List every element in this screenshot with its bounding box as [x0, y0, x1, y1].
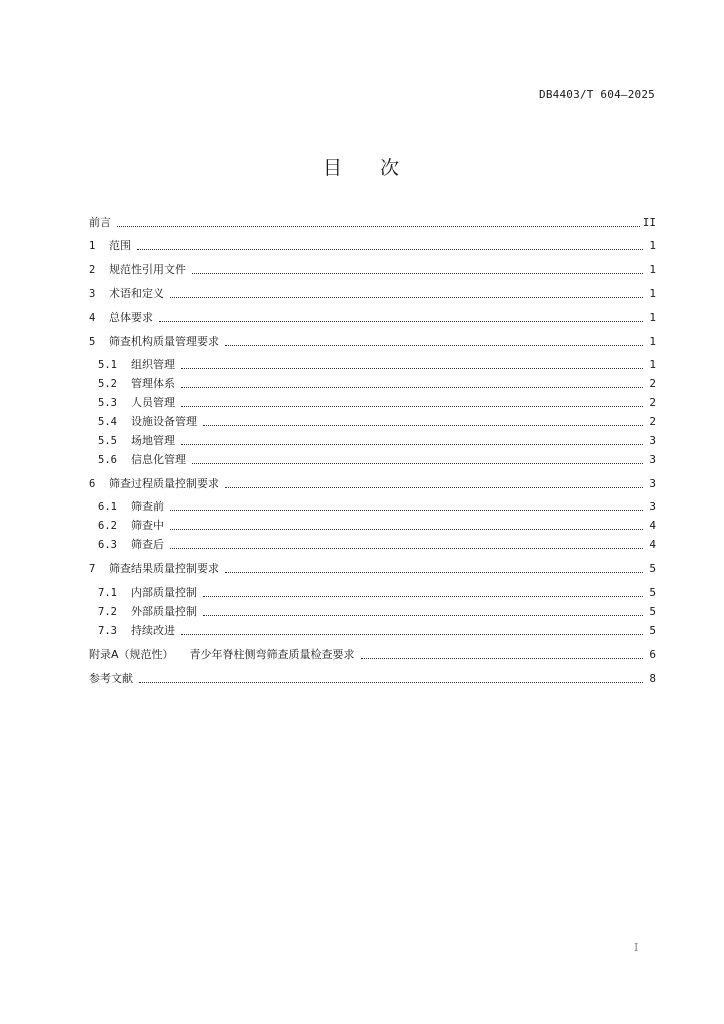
toc-entry-page: 2: [649, 377, 656, 390]
page-title: [0, 153, 724, 180]
toc-entry-number: 6: [89, 478, 96, 490]
toc-entry-label-text: 范围: [109, 239, 131, 252]
toc-entry-page: 5: [649, 562, 656, 575]
toc-entry[interactable]: [98, 431, 656, 451]
toc-entry-page: 5: [649, 586, 656, 599]
page-number: I: [634, 941, 639, 954]
toc-entry-number: 5: [89, 336, 96, 348]
toc-entry-label: [89, 213, 115, 233]
dot-leader: [181, 633, 643, 635]
dot-leader: [361, 657, 643, 659]
toc-entry-page: 3: [649, 477, 656, 490]
toc-entry-number: 3: [89, 288, 96, 300]
toc-entry-page: 1: [649, 287, 656, 300]
toc-entry-label-text: 筛查过程质量控制要求: [109, 477, 219, 490]
toc-entry-label-text: 术语和定义: [109, 287, 164, 300]
dot-leader: [170, 547, 643, 549]
toc-entry-label: [89, 669, 137, 689]
toc-entry-label: [131, 497, 168, 517]
toc-entry-page: 1: [649, 239, 656, 252]
dot-leader: [203, 614, 643, 616]
toc-entry-page: 4: [649, 519, 656, 532]
title-part-2: 次: [380, 157, 402, 179]
toc-entry-label-text: 筛查前: [131, 500, 164, 513]
toc-entry[interactable]: [98, 621, 656, 641]
dot-leader: [181, 405, 643, 407]
toc-entry-page: 1: [649, 263, 656, 276]
toc-entry-number: 2: [89, 264, 96, 276]
dot-leader: [170, 296, 643, 298]
toc-entry-label-subtitle: 青少年脊柱侧弯筛查质量检查要求: [189, 648, 355, 661]
toc-entry-label-text: 持续改进: [131, 624, 175, 637]
toc-entry-label: [109, 332, 223, 352]
toc-entry-page: 1: [649, 358, 656, 371]
toc-entry[interactable]: [89, 474, 656, 494]
toc-entry-label: [109, 559, 223, 579]
toc-entry-label: [131, 450, 190, 470]
toc-entry-label-text: 前言: [89, 216, 111, 229]
dot-leader: [192, 462, 643, 464]
toc-entry-label-text: 筛查中: [131, 519, 164, 532]
toc-entry-number: 7: [89, 563, 96, 575]
toc-entry-label-text: 规范性引用文件: [109, 263, 186, 276]
toc-entry-label-text: 参考文献: [89, 672, 133, 685]
toc-entry-label: [131, 583, 201, 603]
toc-entry[interactable]: [89, 236, 656, 256]
toc-entry[interactable]: [89, 284, 656, 304]
toc-entry-page: 2: [649, 415, 656, 428]
toc-entry-number: 7.1: [98, 587, 117, 599]
toc-entry-label-text: 信息化管理: [131, 453, 186, 466]
toc-entry-label-text: 附录A（规范性）: [89, 648, 174, 661]
toc-entry-number: 6.2: [98, 520, 117, 532]
toc-entry[interactable]: [89, 645, 656, 665]
toc-entry-label-text: 总体要求: [109, 311, 153, 324]
toc-entry-label: [131, 535, 168, 555]
toc-entry-number: 5.1: [98, 359, 117, 371]
toc-entry-label: [131, 412, 201, 432]
dot-leader: [192, 272, 643, 274]
dot-leader: [203, 595, 643, 597]
toc-entry-page: 1: [649, 311, 656, 324]
toc-entry[interactable]: [98, 497, 656, 517]
toc-entry-number: 5.5: [98, 435, 117, 447]
dot-leader: [181, 367, 643, 369]
toc-entry-label: [109, 236, 135, 256]
toc-entry-number: 5.3: [98, 397, 117, 409]
toc-entry-number: 4: [89, 312, 96, 324]
toc-entry-page: II: [642, 216, 656, 229]
toc-entry[interactable]: [89, 332, 656, 352]
toc-entry-number: 5.6: [98, 454, 117, 466]
toc-entry-page: 3: [649, 434, 656, 447]
toc-entry-page: 3: [649, 500, 656, 513]
toc-entry-page: 6: [649, 648, 656, 661]
toc-entry-number: 5.4: [98, 416, 117, 428]
toc-entry[interactable]: [89, 669, 656, 689]
dot-leader: [170, 509, 643, 511]
toc-entry-label: [131, 516, 168, 536]
toc-entry-label: [131, 431, 179, 451]
toc-entry[interactable]: [98, 602, 656, 622]
toc-entry-label: [109, 474, 223, 494]
dot-leader: [203, 424, 643, 426]
toc-entry-number: 1: [89, 240, 96, 252]
toc-entry-label-text: 组织管理: [131, 358, 175, 371]
toc-entry[interactable]: [98, 374, 656, 394]
dot-leader: [181, 443, 643, 445]
toc-entry-page: 8: [649, 672, 656, 685]
toc-entry-label: [131, 355, 179, 375]
toc-entry-label: [131, 621, 179, 641]
toc-entry-number: 7.2: [98, 606, 117, 618]
dot-leader: [139, 681, 643, 683]
toc-entry-number: 7.3: [98, 625, 117, 637]
toc-entry-page: 5: [649, 605, 656, 618]
dot-leader: [225, 344, 643, 346]
toc-entry-label: [131, 393, 179, 413]
dot-leader: [117, 225, 640, 227]
dot-leader: [225, 486, 643, 488]
toc-entry-page: 5: [649, 624, 656, 637]
toc-entry[interactable]: [98, 583, 656, 603]
toc-entry-page: 1: [649, 335, 656, 348]
toc-entry-label-text: 管理体系: [131, 377, 175, 390]
toc-entry-label-text: 筛查后: [131, 538, 164, 551]
toc-entry[interactable]: [98, 450, 656, 470]
toc-entry-label-text: 筛查机构质量管理要求: [109, 335, 219, 348]
toc-entry-label: [89, 645, 359, 665]
toc-entry-label: [131, 602, 201, 622]
toc-entry-number: 6.1: [98, 501, 117, 513]
toc-entry-page: 2: [649, 396, 656, 409]
toc-entry-label: [131, 374, 179, 394]
toc-entry[interactable]: [98, 535, 656, 555]
dot-leader: [170, 528, 643, 530]
title-part-1: 目: [322, 157, 344, 179]
toc-entry[interactable]: [89, 260, 656, 280]
toc-entry[interactable]: [89, 213, 656, 233]
toc-entry[interactable]: [98, 355, 656, 375]
toc-entry[interactable]: [98, 393, 656, 413]
toc-entry-label-text: 场地管理: [131, 434, 175, 447]
toc-entry-label: [109, 284, 168, 304]
toc-entry-page: 3: [649, 453, 656, 466]
dot-leader: [137, 248, 643, 250]
toc-entry-number: 6.3: [98, 539, 117, 551]
toc-entry[interactable]: [89, 308, 656, 328]
toc-entry-label-text: 人员管理: [131, 396, 175, 409]
toc-entry-label-text: 外部质量控制: [131, 605, 197, 618]
toc-entry-label: [109, 260, 190, 280]
toc-entry-label: [109, 308, 157, 328]
toc-entry[interactable]: [98, 516, 656, 536]
toc-entry-label-text: 设施设备管理: [131, 415, 197, 428]
dot-leader: [181, 386, 643, 388]
dot-leader: [225, 571, 643, 573]
dot-leader: [159, 320, 643, 322]
toc-entry-label-text: 内部质量控制: [131, 586, 197, 599]
toc-entry-number: 5.2: [98, 378, 117, 390]
toc-entry[interactable]: [98, 412, 656, 432]
toc-entry-label-text: 筛查结果质量控制要求: [109, 562, 219, 575]
toc-entry-page: 4: [649, 538, 656, 551]
document-id: DB4403/T 604—2025: [539, 88, 655, 101]
toc-entry[interactable]: [89, 559, 656, 579]
